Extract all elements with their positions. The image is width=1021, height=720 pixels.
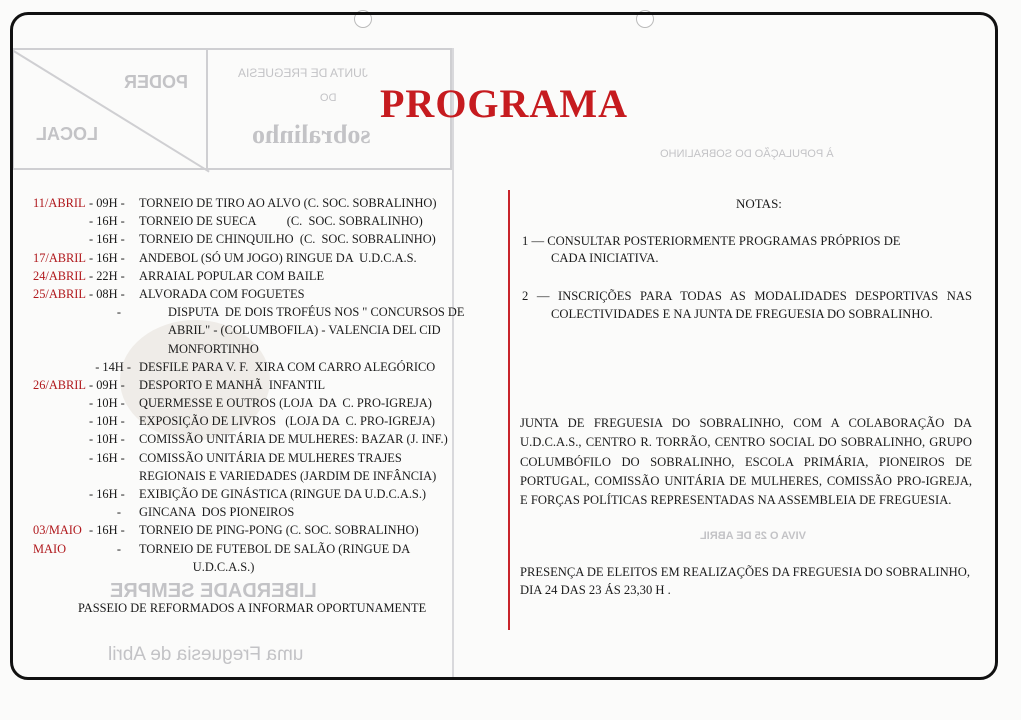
schedule-list [33,196,463,578]
schedule-row [33,542,463,560]
schedule-row [33,560,463,578]
schedule-time: - 08H - [89,286,125,301]
schedule-time: - [89,541,122,556]
schedule-row [33,451,463,469]
schedule-row [33,269,463,287]
schedule-description: DISPUTA DE DOIS TROFÉUS NOS " CONCURSOS DE [168,305,465,320]
schedule-row [33,432,463,450]
schedule-description: TORNEIO DE FUTEBOL DE SALÃO (RINGUE DA [139,541,411,556]
schedule-date: 17/ABRIL [33,250,87,265]
note-1-line-1: 1 — CONSULTAR POSTERIORMENTE PROGRAMAS PRÓPRIOS DE [522,234,901,248]
note-1-line-2: CADA INICIATIVA. [551,251,659,265]
schedule-description: TORNEIO DE CHINQUILHO (C. SOC. SOBRALINHO) [139,232,436,247]
schedule-date: MAIO [33,541,67,556]
ghost-local-text: LOCAL [36,124,98,144]
schedule-description: ABRIL" - (COLUMBOFILA) - VALENCIA DEL CID [168,323,441,338]
schedule-description: ARRAIAL POPULAR COM BAILE [139,268,325,283]
schedule-row [33,378,463,396]
schedule-row [33,323,463,341]
schedule-date: 25/ABRIL [33,286,87,301]
schedule-time: - 16H - [89,250,125,265]
page-title: PROGRAMA [380,81,628,126]
schedule-date: 26/ABRIL [33,377,87,392]
ghost-signature: uma Freguesia de Abril [108,644,304,665]
schedule-time: - 16H - [89,214,125,229]
schedule-row [33,396,463,414]
schedule-description: EXIBIÇÃO DE GINÁSTICA (RINGUE DA U.D.C.A.S.) [139,487,427,501]
presence-line-1: PRESENÇA DE ELEITOS EM REALIZAÇÕES DA FREGUESIA DO SOBRALINHO, [520,565,971,579]
schedule-time: - 16H - [89,487,125,501]
schedule-description: DESPORTO E MANHÃ INFANTIL [139,377,326,392]
footer-note: PASSEIO DE REFORMADOS A INFORMAR OPORTUNAMENTE [78,601,427,615]
schedule-date: 03/MAIO [33,523,82,538]
schedule-row [33,214,463,232]
schedule-time: - 16H - [89,232,125,247]
schedule-description: COMISSÃO UNITÁRIA DE MULHERES TRAJES [139,450,402,465]
schedule-row [33,523,463,541]
ghost-slogan: LIBERDADE SEMPRE [110,580,317,602]
schedule-description: EXPOSIÇÃO DE LIVROS (LOJA DA C. PRO-IGREJA) [139,414,436,429]
column-divider [508,190,510,630]
schedule-description: U.D.C.A.S.) [168,559,255,574]
schedule-time: - 10H - [89,396,125,411]
schedule-row [33,414,463,432]
ghost-viva: VIVA O 25 DE ABRIL [700,530,806,542]
collaboration-paragraph: JUNTA DE FREGUESIA DO SOBRALINHO, COM A COLABORAÇÃO DA U.D.C.A.S., CENTRO R. TORRÃO, CENTRO SOCIAL DO SOBRALINHO, GRUPO COLUMBÓFILO DO SOBRALINHO, ESCOLA PRIMÁRIA, PIONEIROS DE PORTUGAL, COMISSÃO UNITÁRIA DE MULHERES, COMISSÃO PRO-IGREJA, E FORÇAS POLÍTICAS REPRESENTADAS NA ASSEMBLEIA DE FREGUESIA. [520,416,972,508]
ghost-poder-text: PODER [123,72,188,92]
schedule-description: GINCANA DOS PIONEIROS [139,505,295,520]
schedule-time: - 10H - [89,432,125,447]
ghost-junta-line2: DO [320,92,337,104]
schedule-time: - [89,505,122,520]
schedule-row [33,342,463,360]
schedule-row [33,487,463,505]
schedule-row [33,360,463,378]
schedule-time: - 16H - [89,450,125,465]
schedule-row [33,196,463,214]
schedule-time: - 14H - [89,359,131,374]
schedule-row [33,232,463,250]
schedule-description: QUERMESSE E OUTROS (LOJA DA C. PRO-IGREJA) [139,396,432,411]
schedule-row [33,469,463,487]
note-2-line-2: COLECTIVIDADES E NA JUNTA DE FREGUESIA DO SOBRALINHO. [551,307,933,321]
ghost-junta-line1: JUNTA DE FREGUESIA [238,66,368,80]
schedule-time: - [89,305,122,320]
note-2-line-1: 2 — INSCRIÇÕES PARA TODAS AS MODALIDADES DESPORTIVAS NAS [522,289,972,303]
notes-title: NOTAS: [736,196,782,211]
schedule-date: 24/ABRIL [33,268,87,283]
schedule-time: - 16H - [89,523,125,538]
schedule-row [33,287,463,305]
schedule-time: - 10H - [89,414,125,429]
schedule-description: DESFILE PARA V. F. XIRA COM CARRO ALEGÓRICO [139,359,436,374]
ghost-junta-line3: sobralinho [252,120,371,149]
schedule-time: - 09H - [89,377,125,392]
schedule-date: 11/ABRIL [33,196,86,210]
schedule-description: TORNEIO DE PING-PONG (C. SOC. SOBRALINHO) [139,523,419,538]
schedule-description: COMISSÃO UNITÁRIA DE MULHERES: BAZAR (J. INF.) [139,432,448,447]
ghost-greeting: À POPULAÇÃO DO SOBRALINHO [660,148,834,160]
presence-line-2: DIA 24 DAS 23 ÁS 23,30 H . [520,583,671,597]
schedule-description: TORNEIO DE SUECA (C. SOC. SOBRALINHO) [139,214,423,229]
schedule-description: MONFORTINHO [168,341,259,356]
schedule-row [33,505,463,523]
schedule-time: - 09H - [89,196,125,210]
schedule-description: REGIONAIS E VARIEDADES (JARDIM DE INFÂNCIA) [139,468,437,483]
schedule-time: - 22H - [89,268,125,283]
schedule-description: ALVORADA COM FOGUETES [139,286,305,301]
schedule-description: ANDEBOL (SÓ UM JOGO) RINGUE DA U.D.C.A.S. [139,250,417,265]
schedule-row [33,251,463,269]
schedule-row [33,305,463,323]
schedule-description: TORNEIO DE TIRO AO ALVO (C. SOC. SOBRALINHO) [139,196,437,210]
